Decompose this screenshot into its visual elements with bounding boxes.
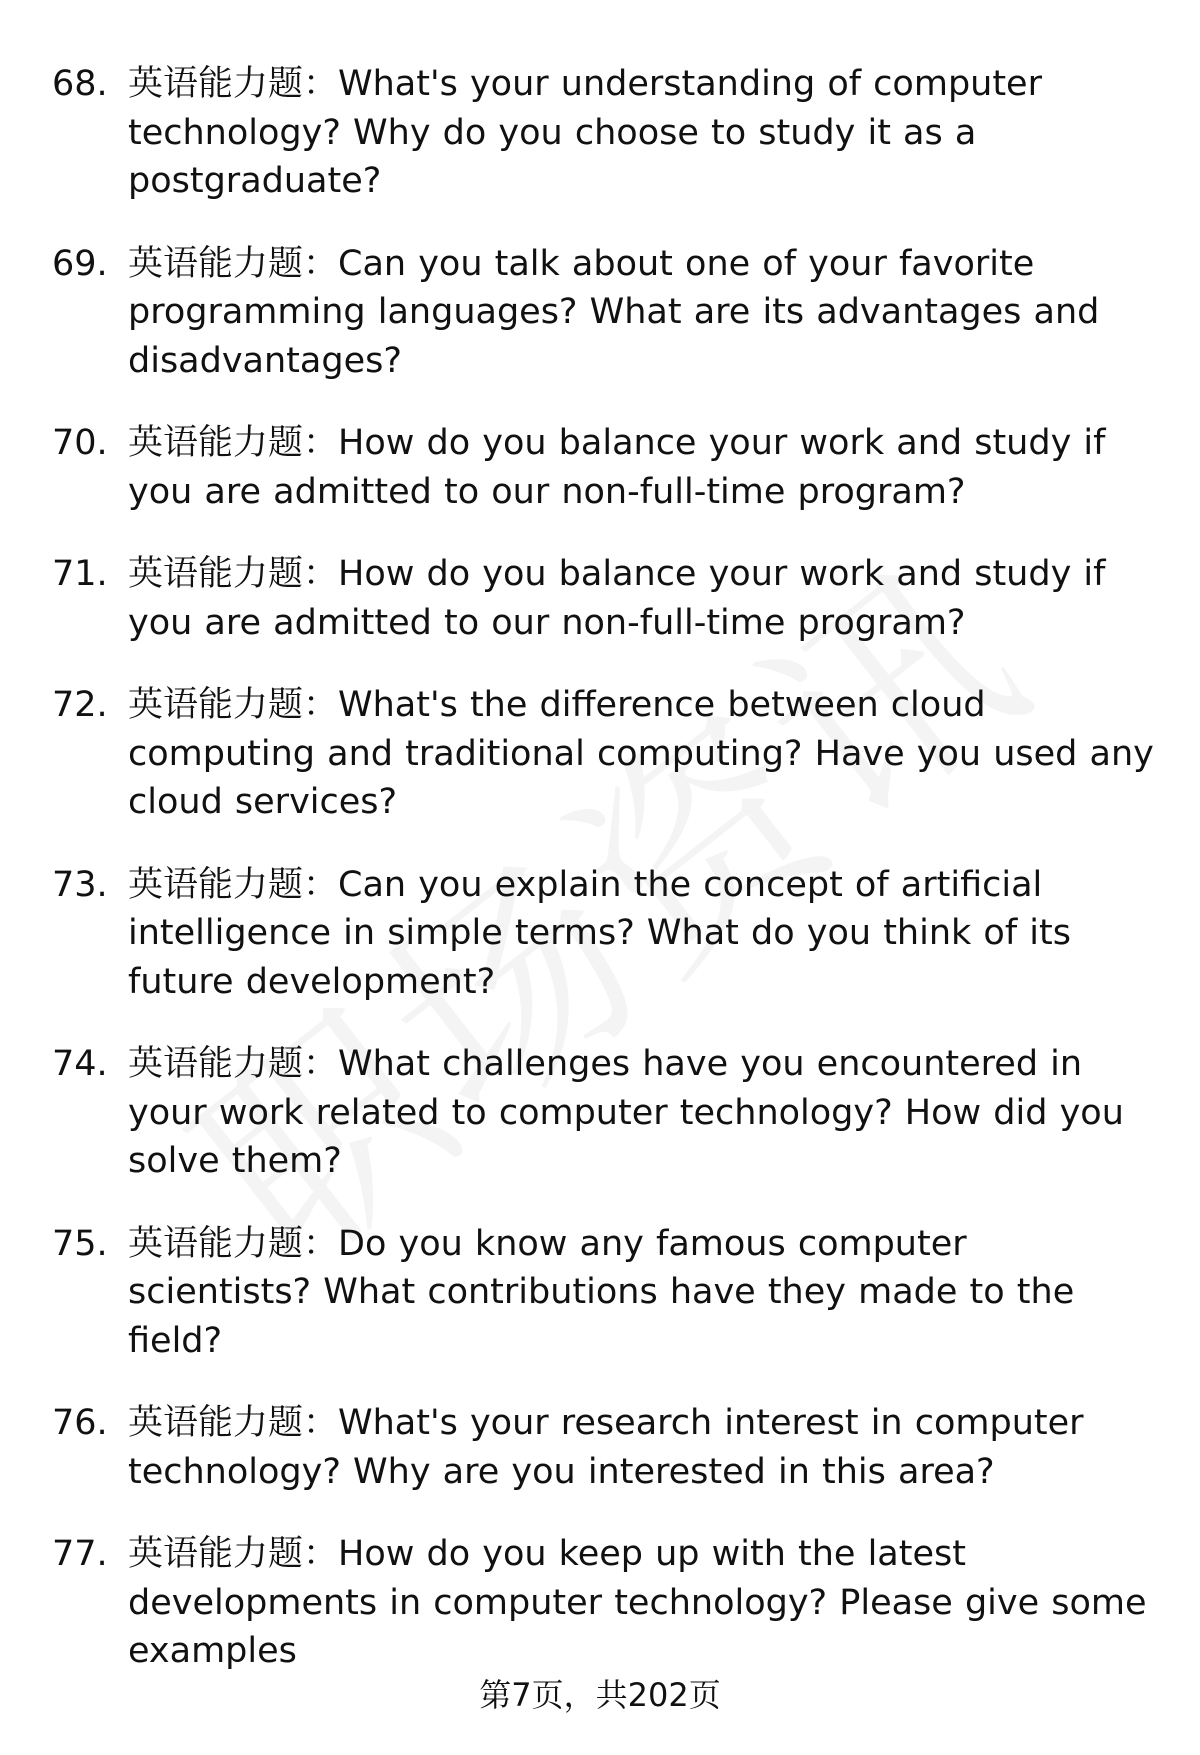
- question-number: 71.: [52, 554, 108, 594]
- question-item: [0, 1040, 1200, 1186]
- question-number: 68.: [52, 64, 108, 104]
- question-item: [0, 550, 1200, 647]
- question-text: 英语能力题：What challenges have you encountered in your work related to computer technology? How did you solve them?: [128, 1044, 1124, 1181]
- question-item: [0, 1220, 1200, 1366]
- question-item: [0, 419, 1200, 516]
- question-item: [0, 60, 1200, 206]
- question-item: [0, 240, 1200, 386]
- question-number: 74.: [52, 1044, 108, 1084]
- question-number: 76.: [52, 1403, 108, 1443]
- question-item: [0, 861, 1200, 1007]
- question-number: 69.: [52, 243, 108, 284]
- question-text: 英语能力题：What's your understanding of computer technology? Why do you choose to study it as a postgraduate?: [128, 64, 1042, 201]
- question-list: [0, 60, 1200, 1710]
- question-number: 77.: [52, 1534, 108, 1574]
- question-item: [0, 681, 1200, 827]
- question-text: 英语能力题：Can you talk about one of your favorite programming languages? What are its advantages and disadvantages?: [128, 243, 1100, 381]
- question-text: 英语能力题：Can you explain the concept of artificial intelligence in simple terms? What do you think of its future development?: [128, 864, 1071, 1002]
- question-text: 英语能力题：How do you keep up with the latest developments in computer technology? Please give some examples: [128, 1534, 1147, 1671]
- page-footer: [0, 1675, 1200, 1715]
- question-item: [0, 1530, 1200, 1676]
- page-number-label: 第7页，共202页: [479, 1676, 721, 1714]
- question-number: 70.: [52, 423, 108, 463]
- question-text: 英语能力题：Do you know any famous computer scientists? What contributions have they made to the field?: [128, 1223, 1075, 1361]
- question-text: 英语能力题：What's the difference between cloud computing and traditional computing? Have you used any cloud services?: [128, 685, 1154, 822]
- question-number: 72.: [52, 685, 108, 725]
- question-number: 73.: [52, 864, 108, 905]
- question-text: 英语能力题：How do you balance your work and study if you are admitted to our non-full-time program?: [128, 554, 1106, 643]
- question-number: 75.: [52, 1223, 108, 1264]
- question-item: [0, 1399, 1200, 1496]
- question-text: 英语能力题：How do you balance your work and study if you are admitted to our non-full-time program?: [128, 423, 1106, 512]
- question-text: 英语能力题：What's your research interest in computer technology? Why are you interested in this area?: [128, 1403, 1084, 1492]
